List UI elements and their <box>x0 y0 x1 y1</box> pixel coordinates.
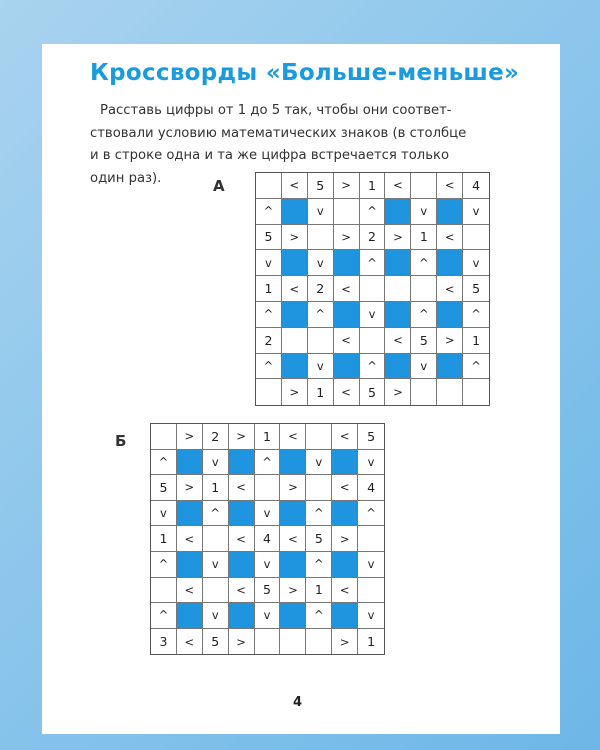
empty-cell[interactable] <box>308 328 334 354</box>
comparison-sign-cell: < <box>334 328 360 354</box>
comparison-sign-cell: ^ <box>463 354 489 380</box>
comparison-sign-cell: < <box>437 276 463 302</box>
blocked-cell <box>437 199 463 225</box>
given-digit-cell: 1 <box>306 578 332 604</box>
comparison-sign-cell: > <box>332 526 358 552</box>
comparison-sign-cell: ^ <box>256 199 282 225</box>
comparison-sign-cell: < <box>385 328 411 354</box>
given-digit-cell: 5 <box>411 328 437 354</box>
comparison-sign-cell: > <box>229 424 255 450</box>
comparison-sign-cell: v <box>255 501 281 527</box>
given-digit-cell: 5 <box>203 629 229 655</box>
empty-cell[interactable] <box>385 276 411 302</box>
blocked-cell <box>334 250 360 276</box>
blocked-cell <box>332 603 358 629</box>
empty-cell[interactable] <box>308 225 334 251</box>
empty-cell[interactable] <box>360 276 386 302</box>
blocked-cell <box>332 501 358 527</box>
empty-cell[interactable] <box>411 276 437 302</box>
blocked-cell <box>229 603 255 629</box>
empty-cell[interactable] <box>203 526 229 552</box>
blocked-cell <box>282 354 308 380</box>
blocked-cell <box>280 450 306 476</box>
comparison-sign-cell: v <box>308 199 334 225</box>
comparison-sign-cell: v <box>358 450 384 476</box>
given-digit-cell: 5 <box>255 578 281 604</box>
given-digit-cell: 4 <box>463 173 489 199</box>
given-digit-cell: 2 <box>256 328 282 354</box>
blocked-cell <box>282 199 308 225</box>
comparison-sign-cell: v <box>256 250 282 276</box>
blocked-cell <box>177 552 203 578</box>
empty-cell[interactable] <box>280 629 306 655</box>
comparison-sign-cell: ^ <box>360 250 386 276</box>
empty-cell[interactable] <box>360 328 386 354</box>
given-digit-cell: 5 <box>306 526 332 552</box>
comparison-sign-cell: > <box>280 578 306 604</box>
comparison-sign-cell: v <box>360 302 386 328</box>
comparison-sign-cell: < <box>177 526 203 552</box>
comparison-sign-cell: ^ <box>360 354 386 380</box>
puzzle-grid-a <box>255 172 490 406</box>
given-digit-cell: 5 <box>358 424 384 450</box>
comparison-sign-cell: v <box>411 354 437 380</box>
comparison-sign-cell: ^ <box>358 501 384 527</box>
empty-cell[interactable] <box>255 629 281 655</box>
empty-cell[interactable] <box>306 424 332 450</box>
comparison-sign-cell: ^ <box>308 302 334 328</box>
comparison-sign-cell: < <box>177 578 203 604</box>
blocked-cell <box>177 501 203 527</box>
comparison-sign-cell: ^ <box>360 199 386 225</box>
blocked-cell <box>385 354 411 380</box>
blocked-cell <box>385 302 411 328</box>
comparison-sign-cell: > <box>334 173 360 199</box>
comparison-sign-cell: ^ <box>255 450 281 476</box>
comparison-sign-cell: < <box>229 578 255 604</box>
given-digit-cell: 3 <box>151 629 177 655</box>
comparison-sign-cell: < <box>332 475 358 501</box>
comparison-sign-cell: v <box>255 603 281 629</box>
given-digit-cell: 2 <box>203 424 229 450</box>
given-digit-cell: 1 <box>151 526 177 552</box>
puzzle-grid-b <box>150 423 385 655</box>
comparison-sign-cell: ^ <box>411 250 437 276</box>
comparison-sign-cell: < <box>437 225 463 251</box>
given-digit-cell: 1 <box>255 424 281 450</box>
comparison-sign-cell: v <box>203 603 229 629</box>
comparison-sign-cell: ^ <box>151 603 177 629</box>
comparison-sign-cell: ^ <box>256 302 282 328</box>
comparison-sign-cell: ^ <box>151 450 177 476</box>
given-digit-cell: 1 <box>411 225 437 251</box>
empty-cell[interactable] <box>151 424 177 450</box>
given-digit-cell: 4 <box>255 526 281 552</box>
comparison-sign-cell: v <box>358 552 384 578</box>
comparison-sign-cell: ^ <box>306 552 332 578</box>
comparison-sign-cell: > <box>437 328 463 354</box>
comparison-sign-cell: v <box>463 250 489 276</box>
comparison-sign-cell: v <box>358 603 384 629</box>
comparison-sign-cell: > <box>177 475 203 501</box>
comparison-sign-cell: ^ <box>306 501 332 527</box>
comparison-sign-cell: ^ <box>463 302 489 328</box>
comparison-sign-cell: v <box>306 450 332 476</box>
empty-cell[interactable] <box>437 379 463 405</box>
empty-cell[interactable] <box>151 578 177 604</box>
comparison-sign-cell: < <box>332 578 358 604</box>
empty-cell[interactable] <box>463 379 489 405</box>
given-digit-cell: 1 <box>203 475 229 501</box>
comparison-sign-cell: ^ <box>306 603 332 629</box>
comparison-sign-cell: v <box>411 199 437 225</box>
empty-cell[interactable] <box>256 173 282 199</box>
blocked-cell <box>177 450 203 476</box>
instructions-line: Расставь цифры от 1 до 5 так, чтобы они соответ- <box>100 103 452 118</box>
given-digit-cell: 1 <box>256 276 282 302</box>
comparison-sign-cell: ^ <box>151 552 177 578</box>
comparison-sign-cell: > <box>332 629 358 655</box>
comparison-sign-cell: ^ <box>411 302 437 328</box>
comparison-sign-cell: < <box>334 276 360 302</box>
given-digit-cell: 5 <box>463 276 489 302</box>
blocked-cell <box>385 199 411 225</box>
empty-cell[interactable] <box>306 629 332 655</box>
page-title: Кроссворды «Больше-меньше» <box>90 60 520 86</box>
given-digit-cell: 1 <box>463 328 489 354</box>
comparison-sign-cell: < <box>280 526 306 552</box>
comparison-sign-cell: < <box>334 379 360 405</box>
comparison-sign-cell: v <box>151 501 177 527</box>
comparison-sign-cell: > <box>385 225 411 251</box>
comparison-sign-cell: > <box>334 225 360 251</box>
comparison-sign-cell: < <box>332 424 358 450</box>
comparison-sign-cell: < <box>385 173 411 199</box>
empty-cell[interactable] <box>411 173 437 199</box>
empty-cell[interactable] <box>282 328 308 354</box>
blocked-cell <box>437 354 463 380</box>
given-digit-cell: 5 <box>151 475 177 501</box>
given-digit-cell: 1 <box>308 379 334 405</box>
comparison-sign-cell: > <box>282 379 308 405</box>
comparison-sign-cell: < <box>282 173 308 199</box>
comparison-sign-cell: < <box>282 276 308 302</box>
comparison-sign-cell: v <box>463 199 489 225</box>
empty-cell[interactable] <box>203 578 229 604</box>
blocked-cell <box>229 501 255 527</box>
comparison-sign-cell: < <box>177 629 203 655</box>
blocked-cell <box>177 603 203 629</box>
instructions-line: ствовали условию математических знаков (в столбце <box>90 125 467 141</box>
comparison-sign-cell: v <box>308 354 334 380</box>
empty-cell[interactable] <box>334 199 360 225</box>
puzzle-label-b: Б <box>115 432 127 450</box>
given-digit-cell: 1 <box>360 173 386 199</box>
comparison-sign-cell: v <box>203 552 229 578</box>
comparison-sign-cell: < <box>229 526 255 552</box>
blocked-cell <box>332 450 358 476</box>
comparison-sign-cell: > <box>385 379 411 405</box>
blocked-cell <box>280 603 306 629</box>
given-digit-cell: 5 <box>256 225 282 251</box>
comparison-sign-cell: > <box>282 225 308 251</box>
blocked-cell <box>229 552 255 578</box>
blocked-cell <box>334 302 360 328</box>
comparison-sign-cell: < <box>280 424 306 450</box>
blocked-cell <box>282 250 308 276</box>
empty-cell[interactable] <box>358 526 384 552</box>
given-digit-cell: 5 <box>308 173 334 199</box>
blocked-cell <box>282 302 308 328</box>
given-digit-cell: 2 <box>308 276 334 302</box>
given-digit-cell: 2 <box>360 225 386 251</box>
empty-cell[interactable] <box>358 578 384 604</box>
instructions-line: и в строке одна и та же цифра встречается только <box>90 148 450 163</box>
comparison-sign-cell: > <box>177 424 203 450</box>
empty-cell[interactable] <box>256 379 282 405</box>
given-digit-cell: 4 <box>358 475 384 501</box>
blocked-cell <box>437 250 463 276</box>
comparison-sign-cell: > <box>229 629 255 655</box>
instructions-line: один раз). <box>90 170 162 186</box>
empty-cell[interactable] <box>255 475 281 501</box>
blocked-cell <box>334 354 360 380</box>
comparison-sign-cell: > <box>280 475 306 501</box>
comparison-sign-cell: < <box>437 173 463 199</box>
comparison-sign-cell: v <box>203 450 229 476</box>
blocked-cell <box>385 250 411 276</box>
empty-cell[interactable] <box>411 379 437 405</box>
page-number: 4 <box>293 695 303 710</box>
comparison-sign-cell: ^ <box>256 354 282 380</box>
puzzle-label-a: А <box>213 177 225 195</box>
empty-cell[interactable] <box>306 475 332 501</box>
given-digit-cell: 1 <box>367 634 376 650</box>
comparison-sign-cell: v <box>308 250 334 276</box>
given-digit-cell: 5 <box>360 379 386 405</box>
comparison-sign-cell: v <box>255 552 281 578</box>
comparison-sign-cell: ^ <box>203 501 229 527</box>
blocked-cell <box>437 302 463 328</box>
empty-cell[interactable] <box>463 225 489 251</box>
blocked-cell <box>280 501 306 527</box>
blocked-cell <box>280 552 306 578</box>
blocked-cell <box>229 450 255 476</box>
comparison-sign-cell: < <box>229 475 255 501</box>
blocked-cell <box>332 552 358 578</box>
